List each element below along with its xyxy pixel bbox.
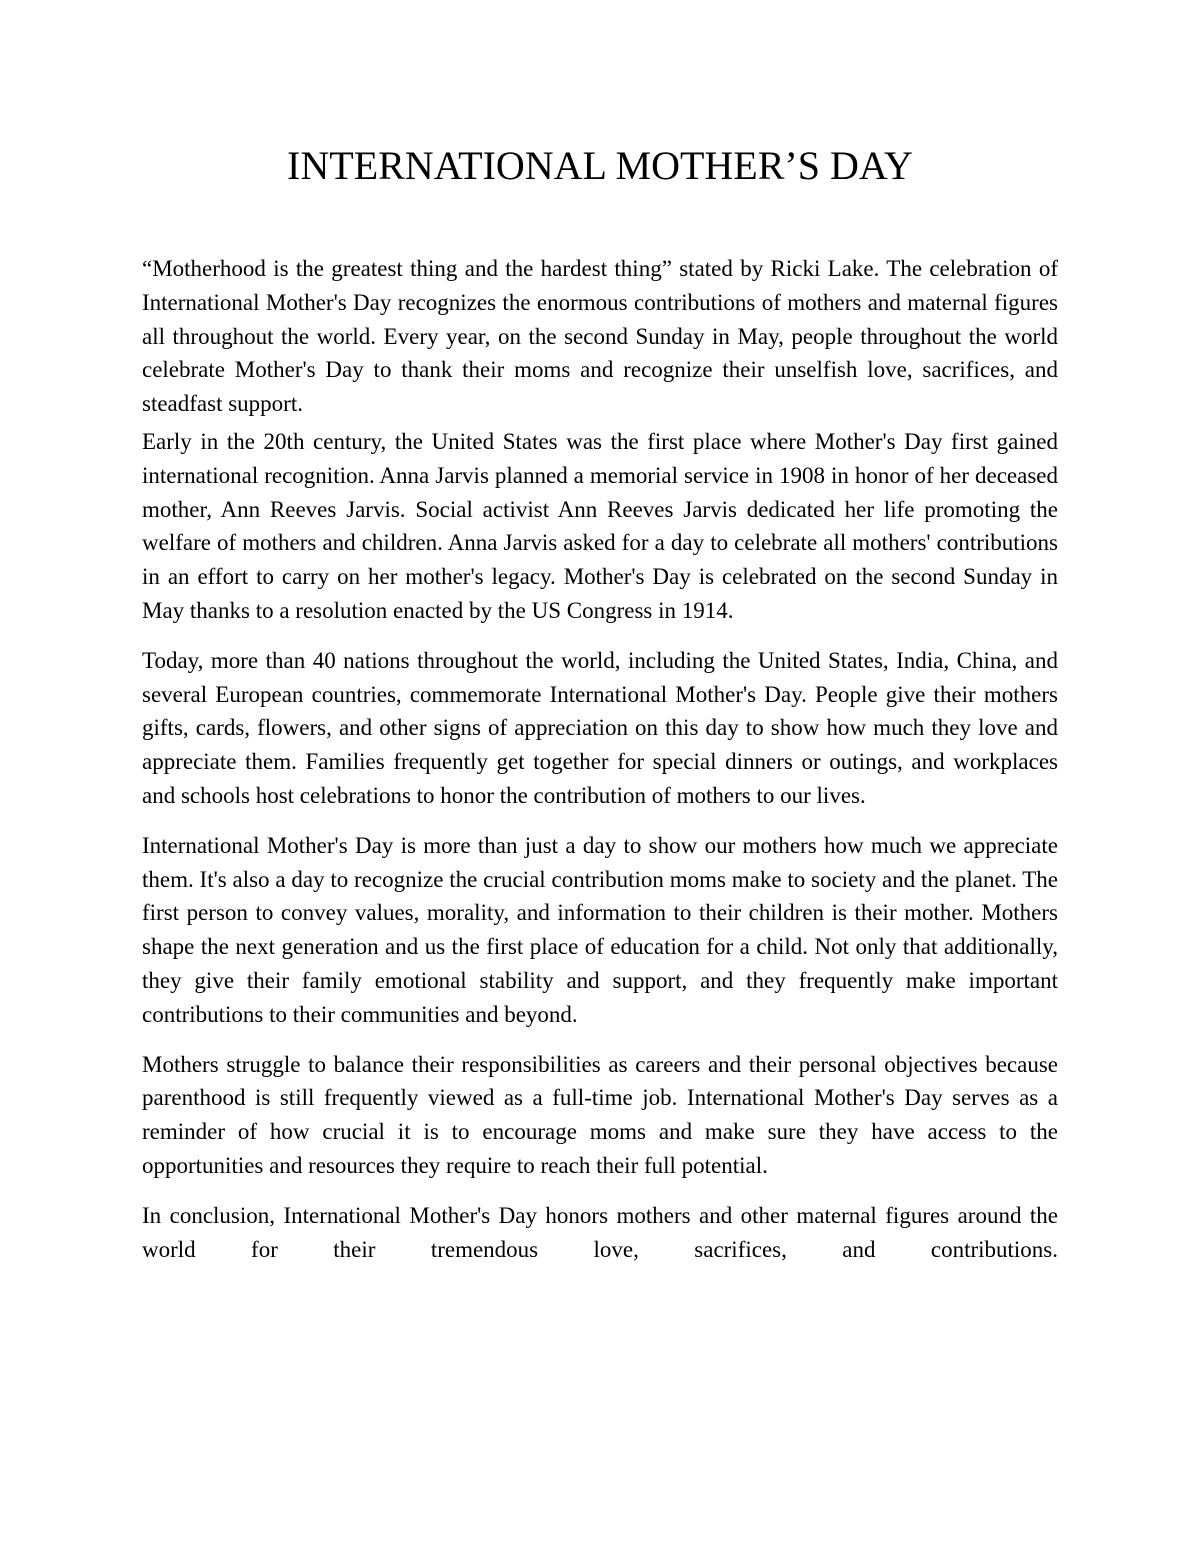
- paragraph-intro: “Motherhood is the greatest thing and the hardest thing” stated by Ricki Lake. The celebration of International Mother's Day recognizes the enormous contributions of mothers and maternal figures all throughout the world. Every year, on the second Sunday in May, people throughout the world celebrate Mother's Day to thank their moms and recognize their unselfish love, sacrifices, and steadfast support.: [142, 256, 1058, 417]
- paragraph-today: Today, more than 40 nations throughout the world, including the United States, India, China, and several European countries, commemorate International Mother's Day. People give their mothers gifts, cards, flowers, and other signs of appreciation on this day to show how much they love and appreciate them. Families frequently get together for special dinners or outings, and workplaces and schools host celebrations to honor the contribution of mothers to our lives.: [142, 647, 1058, 808]
- document-title: INTERNATIONAL MOTHER’S DAY: [287, 143, 913, 188]
- paragraph-conclusion: In conclusion, International Mother's Day honors mothers and other maternal figures around the world for their tremendous love, sacrifices, and contributions.: [142, 1202, 1058, 1262]
- document-body: [142, 252, 1058, 1266]
- paragraph-significance: International Mother's Day is more than just a day to show our mothers how much we appreciate them. It's also a day to recognize the crucial contribution moms make to society and the planet. The first person to convey values, morality, and information to their children is their mother. Mothers shape the next generation and us the first place of education for a child. Not only that additionally, they give their family emotional stability and support, and they frequently make important contributions to their communities and beyond.: [142, 832, 1058, 1027]
- paragraph-struggles: Mothers struggle to balance their responsibilities as careers and their personal objectives because parenthood is still frequently viewed as a full-time job. International Mother's Day serves as a reminder of how crucial it is to encourage moms and make sure they have access to the opportunities and resources they require to reach their full potential.: [142, 1051, 1058, 1178]
- paragraph-history: Early in the 20th century, the United States was the first place where Mother's Day first gained international recognition. Anna Jarvis planned a memorial service in 1908 in honor of her deceased mother, Ann Reeves Jarvis. Social activist Ann Reeves Jarvis dedicated her life promoting the welfare of mothers and children. Anna Jarvis asked for a day to celebrate all mothers' contributions in an effort to carry on her mother's legacy. Mother's Day is celebrated on the second Sunday in May thanks to a resolution enacted by the US Congress in 1914.: [142, 428, 1058, 623]
